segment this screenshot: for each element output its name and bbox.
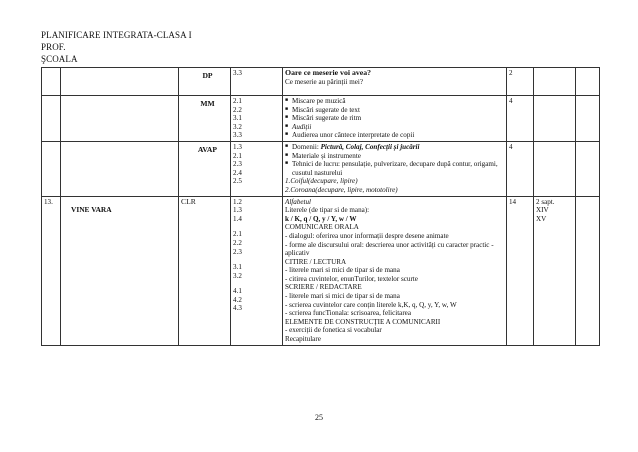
content-line: - literele mari si mici de tipar si de mana: [285, 292, 400, 301]
period-line: XIV: [536, 206, 549, 215]
obs-mm: [576, 96, 600, 142]
competency: 2.4: [233, 168, 242, 177]
competencies-mm: [231, 96, 283, 142]
area-clr: CLR: [179, 196, 231, 345]
area-avap: AVAP: [179, 141, 231, 196]
cell-unit: [61, 96, 179, 142]
competency: 3.1: [233, 263, 242, 272]
competency: 3.1: [233, 114, 242, 123]
area-mm: MM: [179, 96, 231, 142]
content-line: Literele (de tipar si de mana):: [285, 206, 370, 215]
hours-mm: 4: [507, 96, 534, 142]
table-row-unit-13: [42, 196, 600, 345]
dp-subquestion: Ce meserie au părinții mei?: [285, 77, 364, 86]
content-line: - scrierea cuvintelor care conțin literele k,K, q, Q, y, Y, w, W: [285, 300, 457, 309]
competency: 4.1: [233, 287, 242, 296]
domains-prefix: Domenii:: [292, 142, 321, 151]
competency: 2.2: [233, 238, 242, 247]
content-line: - literele mari si mici de tipar si de mana: [285, 266, 400, 275]
period-avap: [534, 141, 576, 196]
hours-dp: 2: [507, 68, 534, 96]
competency: 2.1: [233, 97, 242, 105]
competency: 1.3: [233, 142, 242, 151]
content-line: - citirea cuvintelor, enunTurilor, textelor scurte: [285, 274, 418, 283]
content-line: COMUNICARE ORALA: [285, 223, 359, 232]
domains-emphasis: Pictură, Colaj, Confecții și jucării: [320, 142, 420, 151]
cell-number: [42, 68, 61, 96]
page-number: 25: [315, 413, 323, 422]
competency: 2.1: [233, 151, 242, 160]
content-line: - dialogul: oferirea unor informații despre desene animate: [285, 231, 449, 240]
content-line: CITIRE / LECTURA: [285, 257, 347, 266]
competency: 4.2: [233, 295, 242, 304]
list-item: [285, 143, 504, 152]
content-mm: [283, 96, 507, 142]
competency: 1.2: [233, 197, 242, 206]
competency: 4.3: [233, 304, 242, 313]
list-item: ■ Audierea unor cântece interpretate de copii: [285, 131, 504, 140]
content-line: ELEMENTE DE CONSTRUCȚIE A COMUNICARII: [285, 317, 441, 326]
area-dp: DP: [179, 68, 231, 96]
competency: 2.3: [233, 247, 242, 256]
content-line: Recapitulare: [285, 335, 321, 344]
work-item: 2.Coroana(decupare, lipire, mototolire): [285, 185, 398, 194]
competency: 2.2: [233, 105, 242, 114]
competency: 2.3: [233, 160, 242, 169]
table-row-avap: [42, 141, 600, 196]
competency: 3.3: [233, 131, 242, 140]
planning-table: [41, 67, 600, 346]
content-line: - forme ale discursului oral: descrierea unor activități cu caracter practic - aplicativ: [285, 240, 494, 258]
cell-unit: [61, 141, 179, 196]
period-line: XV: [536, 214, 547, 223]
dp-question: Oare ce meserie voi avea?: [285, 68, 372, 77]
competency: 1.3: [233, 206, 242, 215]
competency: 2.1: [233, 230, 242, 239]
period-dp: [534, 68, 576, 96]
competencies-dp: [231, 68, 283, 96]
period-line: 2 sapt.: [536, 197, 555, 206]
obs-clr: [576, 196, 600, 345]
content-line: - exerciții de fonetica si vocabular: [285, 326, 382, 335]
content-clr: [283, 196, 507, 345]
content-dp: [283, 68, 507, 96]
content-line: - scrierea funcTionala: scrisoarea, felicitarea: [285, 309, 411, 318]
obs-avap: [576, 141, 600, 196]
period-mm: [534, 96, 576, 142]
school-label: ŞCOALA: [41, 54, 78, 64]
cell-number: [42, 96, 61, 142]
content-avap: [283, 141, 507, 196]
list-item: ■ Audiții: [285, 123, 504, 132]
table-row-mm: [42, 96, 600, 142]
competencies-avap: [231, 141, 283, 196]
cell-number: [42, 141, 61, 196]
list-item: ■ Miscări sugerate de ritm: [285, 114, 504, 123]
list-item: ■ Miscări sugerate de text: [285, 106, 504, 115]
list-item: ■ Materiale și instrumente: [285, 152, 504, 161]
competency: 3.2: [233, 122, 242, 131]
list-item: ■ Miscare pe muzică: [285, 97, 504, 106]
competency: 1.4: [233, 214, 242, 223]
unit-title: VINE VARA: [61, 196, 179, 345]
competencies-clr: [231, 196, 283, 345]
competency: 2.5: [233, 177, 242, 186]
cell-unit: [61, 68, 179, 96]
period-clr: [534, 196, 576, 345]
competency: 3.3: [233, 69, 242, 77]
list-item: ■ Tehnici de lucru: pensulație, pulverizare, decupare după contur, origami, cusutul nasturelui: [285, 160, 504, 177]
work-item: 1.Coiful(decupare, lipire): [285, 177, 358, 186]
content-line: k / K, q / Q, y / Y, w / W: [285, 214, 357, 223]
unit-number: 13.: [42, 196, 61, 345]
content-line: SCRIERE / REDACTARE: [285, 283, 362, 292]
table-row-dp: [42, 68, 600, 96]
document-title: PLANIFICARE INTEGRATA-CLASA I: [41, 30, 192, 40]
competency: 3.2: [233, 271, 242, 280]
teacher-label: PROF.: [41, 42, 66, 52]
obs-dp: [576, 68, 600, 96]
hours-clr: 14: [507, 196, 534, 345]
hours-avap: 4: [507, 141, 534, 196]
content-title: Alfabetul: [285, 197, 312, 206]
